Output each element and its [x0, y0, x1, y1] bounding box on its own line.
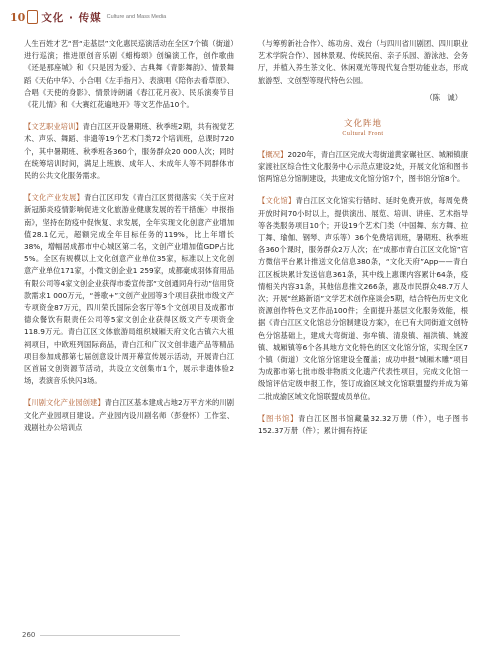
entry-text: 青白江区图书馆藏量32.32万册（件），电子图书152.37万册（件）；累计拥有持证: [258, 413, 468, 436]
entry-tag: 【川剧文化产业园创建】: [24, 398, 105, 408]
entry-tag: 【文化馆】: [258, 196, 296, 206]
page-number: 260: [22, 631, 36, 639]
entry-tag: 【图书馆】: [258, 413, 299, 423]
entry-text: 青白江区文化馆实行错时、延时免费开放，每周免费开放时间70小时以上，提供演出、展览、培训、讲座、艺术指导等各类服务项目10个；开设19个艺术门类（中国舞、东方舞、拉丁舞、瑜伽、钢琴、声乐等）36个免费培训班，暑期班、秋季班各360个课时，服务群众2万人次；在“成都市青白江区文化馆”官方微信平台累计推送文化信息380条，“文化天府”App——青白江区板块累计发送信息361条，其中线上惠课内容累计64条，疫情相关内容31条，其他信息推文266条，惠及市民群众48.7万人次；开展“丝路新语”文学艺术创作座谈会5期，结合特色历史文化资源创作特色文艺作品100件；全面提升基层文化服务效能，根据《青白江区文化馆总分馆制建设方案》，在已有大同街道文创特色分馆基础上，建成大弯街道、弥牟镇、清泉镇、福洪镇、姚渡镇、城厢镇等6个各具地方文化特色的区文化馆分馆，实现全区7个镇（街道）文化馆分馆建设全覆盖；成功申报“城厢木雕”项目为成都市第七批市级非物质文化遗产代表性项目，完成文化馆一级馆评估定级申报工作，签订成渝区域文化馆联盟盟约并成为第二批成渝区域文化馆联盟成员单位。: [258, 196, 469, 401]
right-column: [258, 38, 468, 437]
chapter-logo-icon: [27, 10, 38, 24]
section-title-cn: 文化阵地: [343, 118, 382, 129]
paragraph-library: [258, 413, 468, 437]
chapter-title: 文化 · 传媒: [41, 11, 102, 24]
section-heading: [258, 117, 468, 137]
entry-text: 青白江区基本建成占地2万平方米的川剧文化产业园项目建设。产业园内设川剧名师（彭登怀）工作室、戏剧社办公培训点: [24, 398, 234, 432]
entry-text: 青白江区印发《青白江区贯彻落实〈关于应对新冠肺炎疫情影响促进文化旅游业健康发展的若干措施〉申报指南》，坚持在防疫中促恢复、求发展，全年实现文化创意产业增加值28.1亿元，超额完成全年目标任务的119%，比上年增长38%，增幅居成都市中心城区第二名，文创产业增加值GDP占比5%。全区有规模以上文化创意产业单位35家，标准以上文化创意产业单位171家，小微文创企业1 259家，成都豪成羽体育用品有限公司等4家文创企业获得市委宣传部“文创通同舟行动”信用贷款需求1 000万元，“善歌+”文创产业园等3个项目获批市级文产专项资金87万元，四川荣氏国际会客厅等5个文创项目及成都市德众餐饮有限责任公司等5家文创企业获得区级文产专项资金118.9万元。青白江区文体旅游局组织城厢天府文化古镇六大祖祠项目，中欧班列国际商品，青白江和广汉文创非遗产品等精品项目参加成都第七届创意设计周开幕宣传展示活动，开展青白江区首届文创资源节活动，共设立文创集市1个，展示非遗体验2场，表演音乐快闪3场。: [24, 193, 235, 386]
entry-tag: 【文艺职业培训】: [24, 122, 83, 132]
author-signature: （陈 诚）: [425, 92, 462, 102]
paragraph-art-training: [24, 121, 234, 182]
entry-tag: 【概况】: [258, 149, 288, 159]
chapter-number: 10: [10, 10, 26, 24]
entry-tag: 【文化产业发展】: [24, 193, 85, 203]
chapter-title-en: Culture and Mass Media: [106, 14, 167, 20]
paragraph-cultural-center: [258, 195, 468, 402]
left-column: [24, 38, 234, 434]
paragraph-continued: （与筹剪新社合作）、练功房、戏台（与四川省川剧团、四川职业艺术学院合作）、园林景观、传统民宿、亲子乐园、游泳池、会务厅，并植入养生茶文化、休闲观光等现代复合型功能业态，形成旅游型、文创型等现代特色公园。: [258, 39, 468, 85]
entry-text: 青白江区开设暑期班、秋季班2期，共有视觉艺术、声乐、舞蹈、非遗等19个艺术门类72个培训班，总课时720个，其中暑期班、秋季班各360个，服务群众20 000人次；同时在统筹培训时间，满足上班族、成年人、未成年人等不同群体市民的公共文化服务需求。: [24, 122, 234, 181]
footer-divider: [40, 635, 180, 636]
entry-text: 2020年，青白江区完成大弯街道黄家碾社区、城厢镇康家渡社区综合性文化服务中心示范点建设2处，开展文化馆和图书馆两馆总分馆制建设，共建成文化馆分馆7个，图书馆分馆8个。: [258, 149, 468, 184]
paragraph-overview: [258, 149, 468, 186]
paragraph-opera-park: [24, 397, 234, 434]
section-title-en: Cultural Front: [342, 130, 384, 137]
page-header: [10, 6, 470, 28]
paragraph-cultural-industry: [24, 192, 234, 387]
paragraph-continued: 人生百姓才艺“晋“走基层”文化惠民巡演活动在全区7个镇（街道）进行巡演；推进原创音乐剧《蜡梅颂》创编演工作，创作歌曲《还是那座城》和《只是因为爱》、古典舞《青影舞韵》、情景舞蹈《天佑中华》、小合唱《左手指月》、表演唱《陪你去看草原》、合唱《天使的身影》、情景诗朗诵《春江花月夜》、民乐演奏节目《花儿情》和《大赛红花遍地开》等文艺作品10个。: [24, 39, 234, 110]
